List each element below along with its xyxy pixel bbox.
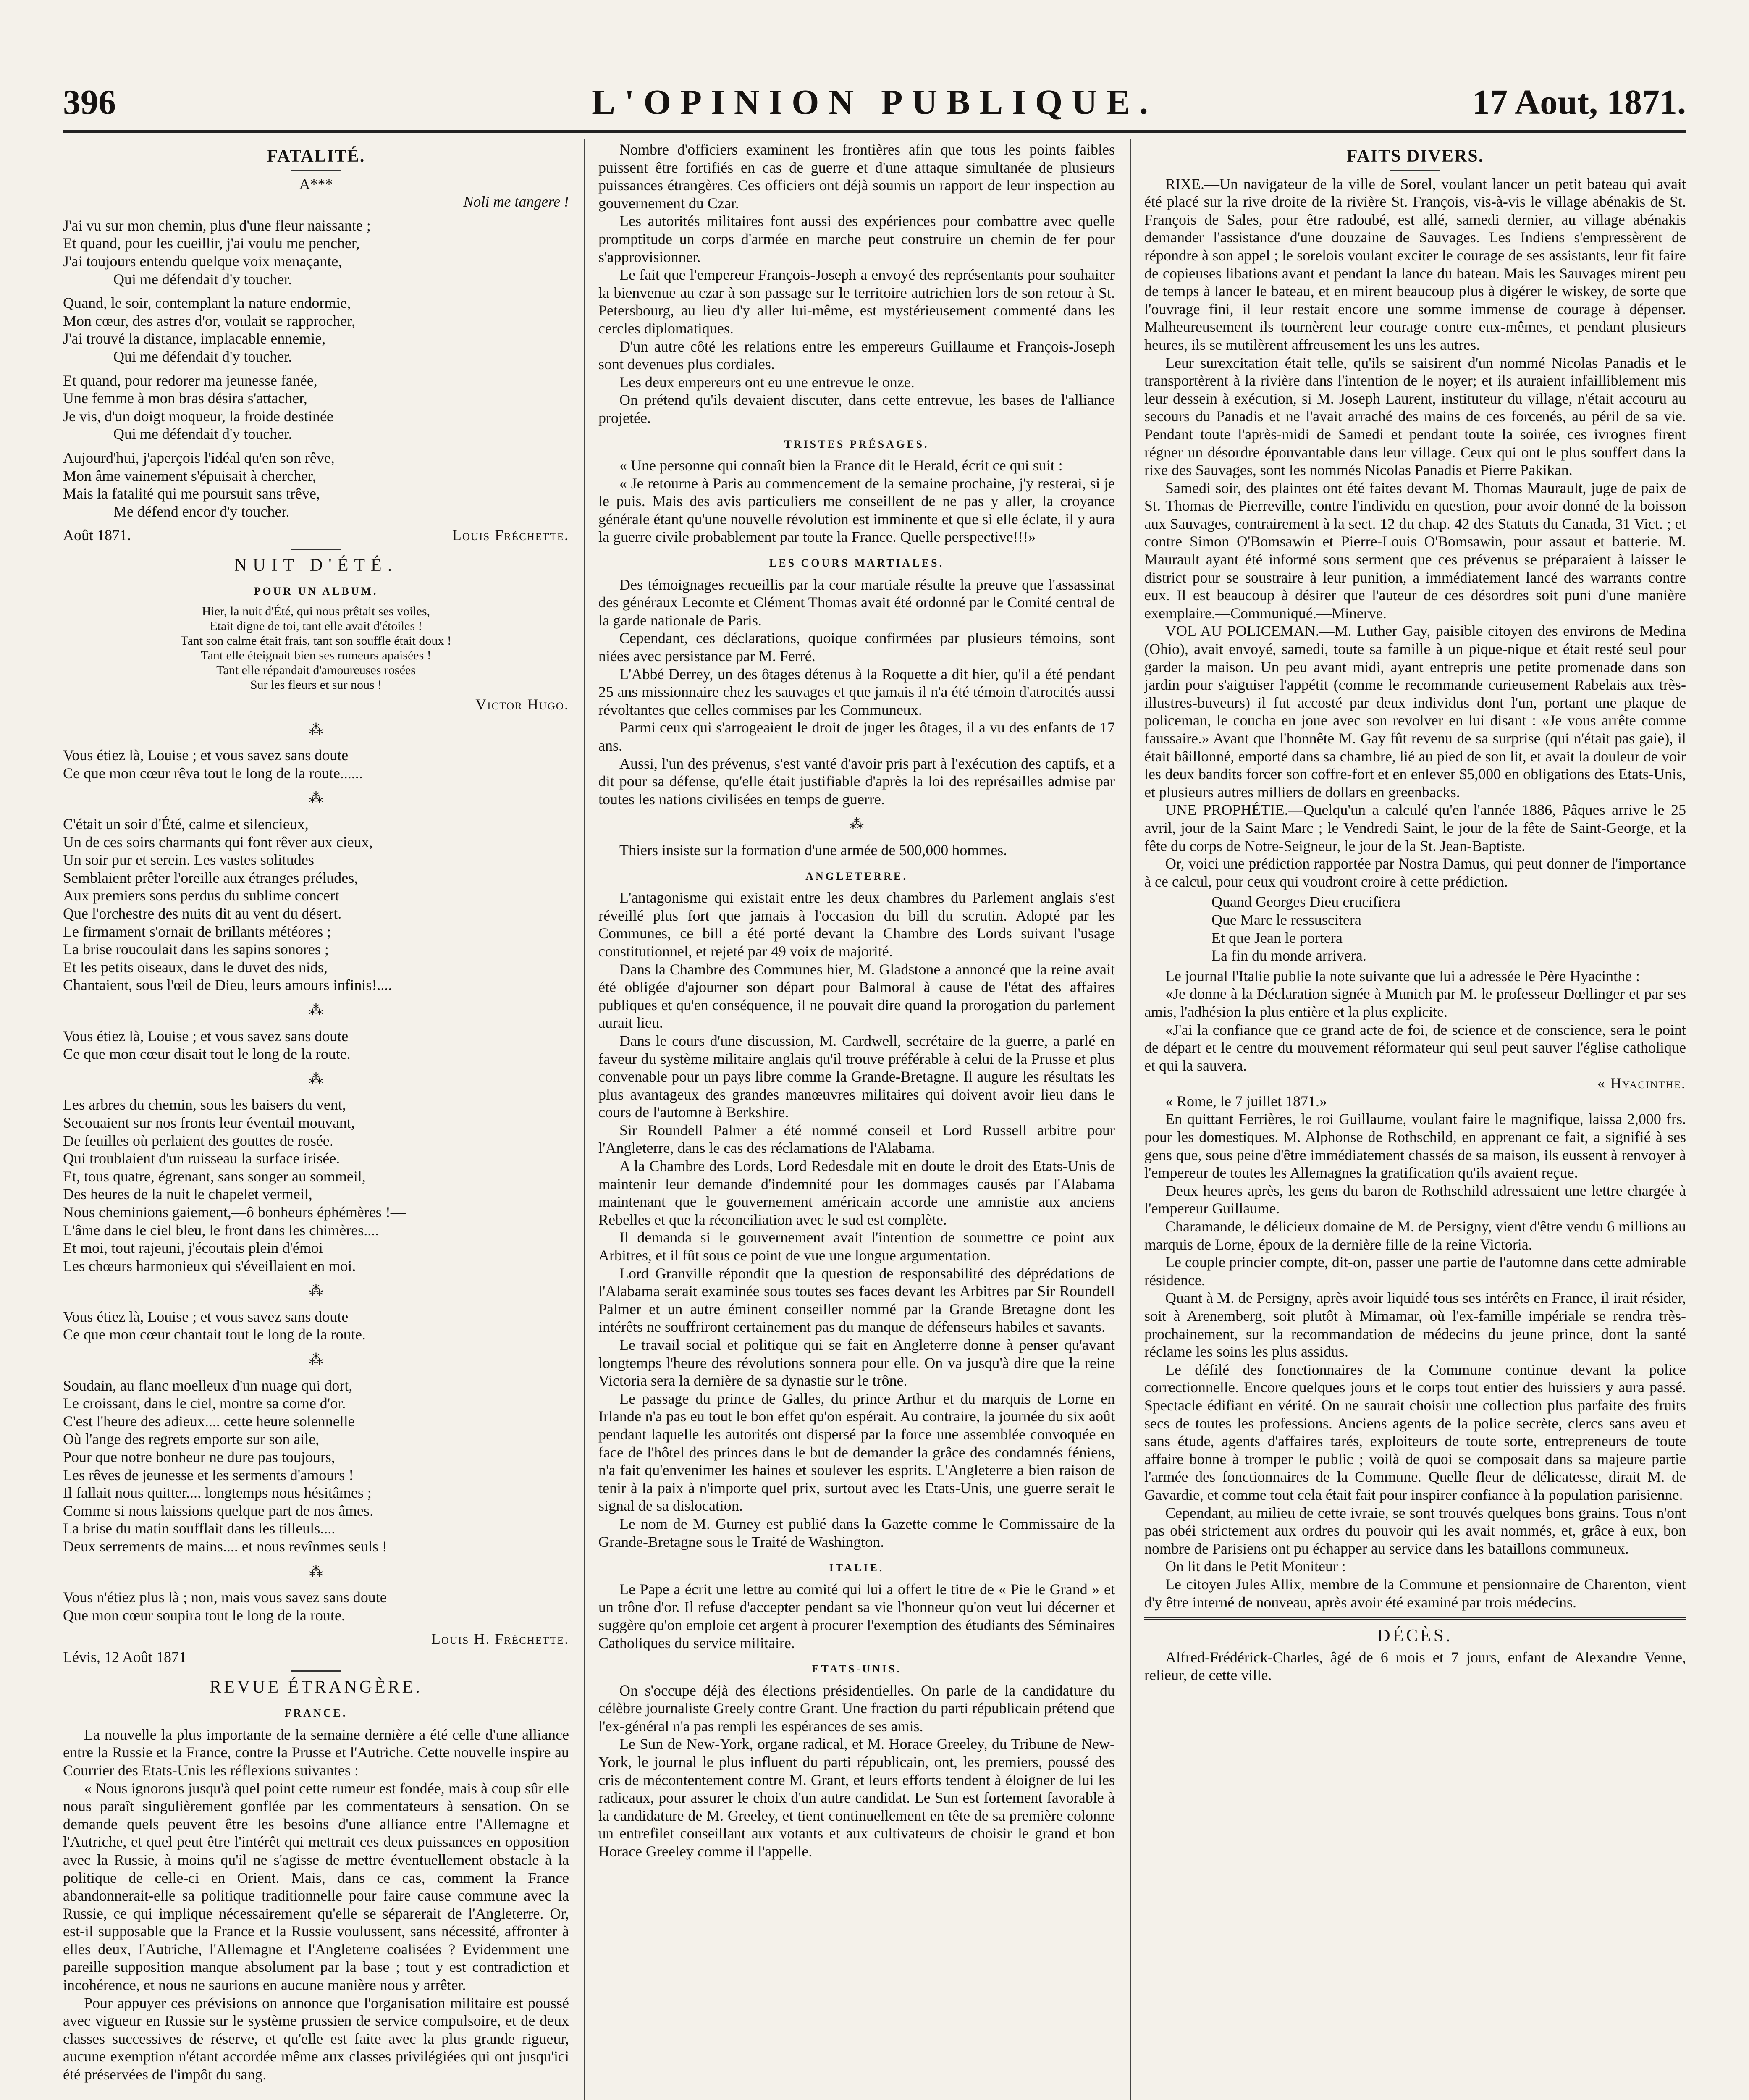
verse-line: Il fallait nous quitter.... longtemps nous hésitâmes ;	[63, 1484, 372, 1502]
verse-line: De feuilles où perlaient des gouttes de rosée.	[63, 1132, 333, 1149]
verse-line: Ce que mon cœur disait tout le long de la route.	[63, 1045, 351, 1063]
page-number: 396	[63, 83, 116, 122]
article-body	[1144, 967, 1686, 1075]
paragraph: Les autorités militaires font aussi des expériences pour combattre avec quelle promptitude un corps d'armée en marche peut construire un chemin de fer pour s'approvisionner.	[598, 213, 1115, 265]
verse-line: Vous étiez là, Louise ; et vous savez sans doute	[63, 1308, 349, 1325]
paragraph: Il demanda si le gouvernement avait l'intention de soumettre ce point aux Arbitres, et il fût sous ce point de vue une longue argumentation.	[598, 1229, 1115, 1264]
news-item	[1144, 479, 1686, 622]
news-item-text: Or, voici une prédiction rapportée par Nostra Damus, qui peut donner de l'importance à ce calcul, pour ceux qui voudront croire à cette prédiction.	[1144, 855, 1686, 890]
masthead-rule	[63, 130, 1686, 133]
section-subheading: FRANCE.	[284, 1707, 348, 1719]
article-body	[598, 576, 1115, 808]
paragraph: Le travail social et politique qui se fait en Angleterre donne à penser qu'avant longtemps l'heure des révolutions sonnera pour elle. On va jusqu'à dire que la reine Victoria sera la dernière de sa dynastie sur le trône.	[598, 1336, 1115, 1389]
paragraph: Thiers insiste sur la formation d'une armée de 500,000 hommes.	[619, 841, 1007, 858]
paragraph: Le journal l'Italie publie la note suivante que lui a adressée le Père Hyacinthe :	[1165, 967, 1640, 984]
article-body	[598, 1580, 1115, 1652]
verse-line: Deux serrements de mains.... et nous revînmes seuls !	[63, 1538, 387, 1555]
stanza	[63, 746, 569, 782]
verse-line: Mon âme vainement s'épuisait à chercher,	[63, 467, 316, 484]
section-ornament: ⁂	[309, 1002, 323, 1018]
letter-date: « Rome, le 7 juillet 1871.»	[1165, 1092, 1327, 1110]
paragraph: « Nous ignorons jusqu'à quel point cette rumeur est fondée, mais à coup sûr elle nous paraît singulièrement gonflée par les commentateurs à sensation. On se demande quels peuvent être les besoins d'une alliance entre l'Allemagne et l'Autriche, et quel peut être l'intérêt qui mettrait ces deux puissances en opposition avec la Russie, à moins qu'il ne s'agisse de mettre éventuellement obstacle à la politique de celle-ci en Orient. Mais, dans ce cas, comment la France abandonnerait-elle sa politique traditionnelle pour faire cause commune avec la Russie, ce qui implique nécessairement qu'elle se séparerait de l'Angleterre. Or, est-il supposable que la France et la Russie voulussent, sans nécessité, affronter à elles deux, l'Autriche, l'Allemagne et l'Angleterre coalisées ? Evidemment une pareille supposition manque absolument par la base ; tout y est contradiction et incohérence, et nous ne saurions en aucune manière nous y arrêter.	[63, 1780, 569, 1994]
verse-line: Que l'orchestre des nuits dit au vent du désert.	[63, 905, 342, 922]
column-2	[598, 141, 1115, 2100]
paragraph: Les deux empereurs ont eu une entrevue le onze.	[619, 373, 915, 391]
paragraph: Des témoignages recueillis par la cour martiale résulte la preuve que l'assassinat des généraux Lecomte et Clément Thomas avait été ordonné par le Comité central de la garde nationale de Paris.	[598, 576, 1115, 629]
news-item-lead: RIXE.—	[1165, 175, 1219, 192]
column-1	[63, 141, 569, 2100]
news-item	[1144, 354, 1686, 479]
stanza	[63, 449, 569, 520]
news-item-text: M. Luther Gay, paisible citoyen des environs de Medina (Ohio), avait envoyé, samedi, toute sa famille à un pique-nique et était resté seul pour garder la maison. Un peu avant midi, ayant entrepris une petite promenade dans son jardin pour s'aiguiser l'appétit (comme le recommande curieusement Rabelais aux très-illustres-buveurs) il fut accosté par deux individus dont l'un, portant une plaque de policeman, le coucha en joue avec son revolver en lui disant : «Je vous arrête comme faussaire.» Avant que l'honnête M. Gay fût revenu de sa surprise (qui n'était pas gaie), il était bâillonné, emporté dans sa chambre, lié au pied de son lit, et avait la douleur de voir les deux bandits forcer son coffre-fort et en enlever $5,000 en obligations des Etats-Unis, et plusieurs autres milliers de dollars en greenbacks.	[1144, 622, 1686, 801]
verse-line: Que Marc le ressuscitera	[1211, 911, 1361, 928]
verse-line: Secouaient sur nos fronts leur éventail mouvant,	[63, 1114, 355, 1131]
verse-line: La brise du matin soufflait dans les tilleuls....	[63, 1520, 336, 1537]
paragraph: L'antagonisme qui existait entre les deux chambres du Parlement anglais s'est réveillé plus fort que jamais à l'occasion du bill du scrutin. Adopté par les Communes, ce bill a été porté devant la Chambre des Lords suivant l'usage constitutionnel, et rejeté par 49 voix de majorité.	[598, 889, 1115, 960]
stanza	[63, 1096, 569, 1275]
prophecy-verse	[1144, 893, 1686, 964]
verse-line: Un soir pur et serein. Les vastes solitudes	[63, 851, 314, 869]
article-body	[1144, 1110, 1686, 1611]
divider	[291, 549, 341, 550]
paragraph: Le nom de M. Gurney est publié dans la Gazette comme le Commissaire de la Grande-Bretagne sous le Traité de Washington.	[598, 1515, 1115, 1550]
verse-line: Soudain, au flanc moelleux d'un nuage qui dort,	[63, 1377, 353, 1394]
paragraph: Aussi, l'un des prévenus, s'est vanté d'avoir pris part à l'exécution des captifs, et a dit pour sa défense, qu'elle était justifiable d'après la loi des représailles admise par toutes les nations civilisées en temps de guerre.	[598, 755, 1115, 808]
poem-epigraph	[63, 604, 569, 692]
article-body	[63, 1726, 569, 2084]
paragraph: Dans la Chambre des Communes hier, M. Gladstone a annoncé que la reine avait été obligée d'ajourner son départ pour Balmoral à cause de l'état des affaires publiques et qu'en conséquence, il ne pouvait dire quand la prorogation du parlement aurait lieu.	[598, 961, 1115, 1032]
poem-dedication: A***	[299, 175, 333, 192]
stanza	[63, 294, 569, 365]
paragraph: Alfred-Frédérick-Charles, âgé de 6 mois et 7 jours, enfant de Alexandre Venne, relieur, de cette ville.	[1144, 1648, 1686, 1684]
stanza	[63, 217, 569, 288]
section-subheading: ETATS-UNIS.	[812, 1663, 902, 1675]
article-body	[598, 457, 1115, 546]
news-item-text: Samedi soir, des plaintes ont été faites devant M. Thomas Maurault, juge de paix de St. Thomas de Pierreville, contre l'individu en question, pour avoir donné de la boisson aux Sauvages, contrairement à la sect. 12 du chap. 42 des Statuts du Canada, 31 Vict. ; et contre Simon O'Bomsawin et Pierre-Louis O'Bomsawin, pour assaut et batterie. M. Maurault ayant été informé sous serment que ces prévenus se préparaient à laisser le district pour se soustraire à leur punition, a immédiatement lancé des warrants contre eux. Il est beaucoup à désirer que l'auteur de ces désordres soit puni d'une manière exemplaire.—Communiqué.—Minerve.	[1144, 479, 1686, 622]
verse-line: Je vis, d'un doigt moqueur, la froide destinée	[63, 407, 333, 425]
paragraph: Lord Granville répondit que la question de responsabilité des déprédations de l'Alabama serait examinée sous toutes ses faces devant les Arbitres par Sir Roundell Palmer et un autre éminent conseiller nommé par la Grande Bretagne dont les intérêts ne souffriront certainement pas du manque de défenseurs habiles et savants.	[598, 1265, 1115, 1336]
issue-date: 17 Aout, 1871.	[1472, 83, 1686, 122]
column-rule	[1130, 139, 1131, 2100]
divider	[1390, 170, 1440, 171]
poem-footer	[63, 526, 569, 544]
verse-line: Mais la fatalité qui me poursuit sans trêve,	[63, 485, 320, 502]
section-ornament: ⁂	[309, 790, 323, 806]
paragraph: La nouvelle la plus importante de la semaine dernière a été celle d'une alliance entre la Russie et la France, contre la Prusse et l'Autriche. Cette nouvelle inspire au Courrier des Etats-Unis les réflexions suivantes :	[63, 1726, 569, 1779]
section-ornament: ⁂	[309, 1071, 323, 1087]
letter-signature: « Hyacinthe.	[1597, 1075, 1686, 1092]
verse-line: Un de ces soirs charmants qui font rêver aux cieux,	[63, 833, 373, 850]
epigraph-line: Sur les fleurs et sur nous !	[250, 678, 382, 692]
verse-line: Et moi, tout rajeuni, j'écoutais plein d'émoi	[63, 1239, 323, 1257]
verse-line: Qui me défendait d'y toucher.	[113, 270, 292, 288]
verse-line: Que mon cœur soupira tout le long de la route.	[63, 1606, 345, 1624]
article-body	[1144, 175, 1686, 891]
poem-title: FATALITÉ.	[267, 147, 365, 166]
verse-line: Semblaient prêter l'oreille aux étranges préludes,	[63, 869, 358, 886]
news-item	[1144, 801, 1686, 855]
verse-line: Les arbres du chemin, sous les baisers du vent,	[63, 1096, 346, 1113]
news-item-lead: VOL AU POLICEMAN.—	[1165, 622, 1335, 640]
verse-line: Nous cheminions gaiement,—ô bonheurs éphémères !—	[63, 1203, 406, 1221]
paragraph: Quant à M. de Persigny, après avoir liquidé tous ses intérêts en France, il irait résider, soit à Arenemberg, soit plutôt à Mimamar, où l'ex-famille impériale se rendra très-prochainement, sur la recommandation de médecins du jeune prince, dont la santé réclame les soins les plus assidus.	[1144, 1289, 1686, 1360]
poem-author: Louis Fréchette.	[452, 527, 569, 544]
paragraph: Charamande, le délicieux domaine de M. de Persigny, vient d'être vendu 6 millions au marquis de Lorne, époux de la dernière fille de la reine Victoria.	[1144, 1218, 1686, 1253]
poem-author: Louis H. Fréchette.	[431, 1630, 569, 1648]
section-subheading: ITALIE.	[829, 1562, 884, 1574]
verse-line: Le croissant, dans le ciel, montre sa corne d'or.	[63, 1395, 346, 1412]
verse-line: Qui troublaient d'un ruisseau la surface irisée.	[63, 1150, 340, 1167]
verse-line: Des heures de la nuit le chapelet vermeil,	[63, 1186, 312, 1203]
verse-line: Chantaient, sous l'œil de Dieu, leurs amours infinis!....	[63, 976, 392, 994]
poem-date: Août 1871.	[63, 527, 131, 544]
paragraph: Le fait que l'empereur François-Joseph a envoyé des représentants pour souhaiter la bienvenue au czar à son passage sur le territoire autrichien lors de son retour à St. Petersbourg, au lieu d'y aller lui-même, est mystérieusement commenté dans les cercles diplomatiques.	[598, 266, 1115, 337]
verse-line: Me défend encor d'y toucher.	[113, 503, 290, 520]
verse-line: La fin du monde arrivera.	[1211, 947, 1366, 964]
stanza	[63, 815, 569, 994]
paragraph: Le citoyen Jules Allix, membre de la Commune et pensionnaire de Charenton, vient d'y être interné de nouveau, après avoir été examiné par trois médecins.	[1144, 1575, 1686, 1611]
verse-line: Et, tous quatre, égrenant, sans songer au sommeil,	[63, 1168, 366, 1185]
verse-line: Qui me défendait d'y toucher.	[113, 425, 292, 443]
verse-line: Les chœurs harmonieux qui s'éveillaient en moi.	[63, 1257, 356, 1274]
poem-epigraph: Noli me tangere !	[463, 193, 569, 210]
stanza	[63, 1308, 569, 1344]
verse-line: La brise roucoulait dans les sapins sonores ;	[63, 941, 329, 958]
poem-place-date: Lévis, 12 Août 1871	[63, 1648, 186, 1665]
verse-line: Les rêves de jeunesse et les serments d'amours !	[63, 1466, 354, 1483]
section-ornament: ⁂	[309, 722, 323, 738]
section-subheading: LES COURS MARTIALES.	[769, 557, 944, 570]
section-title: DÉCÈS.	[1377, 1626, 1453, 1646]
paragraph: Nombre d'officiers examinent les frontières afin que tous les points faibles puissent être fortifiés en cas de guerre et d'une attaque simultanée de plusieurs puissances étrangères. Ces officiers ont déjà soumis un rapport de leur inspection au gouvernement du Czar.	[598, 141, 1115, 212]
stanza	[63, 1027, 569, 1063]
paragraph: On prétend qu'ils devaient discuter, dans cette entrevue, les bases de l'alliance projetée.	[598, 391, 1115, 426]
divider	[291, 1670, 341, 1672]
divider	[1144, 1617, 1686, 1620]
paragraph: Le Sun de New-York, organe radical, et M. Horace Greeley, du Tribune de New-York, le journal le plus influent du parti républicain, ont, les premiers, poussé des cris de mécontentement contre M. Grant, et leurs efforts tendent à éloigner de lui les radicaux, pour assurer le choix d'un autre candidat. Le Sun est fortement favorable à la candidature de M. Greeley, et tient continuellement en tête de sa première colonne un entrefilet conseillant aux votants et aux cultivateurs de choisir le grand et bon Horace Greeley comme il l'appelle.	[598, 1735, 1115, 1860]
news-item	[1144, 622, 1686, 801]
verse-line: Vous étiez là, Louise ; et vous savez sans doute	[63, 747, 349, 764]
paragraph: A la Chambre des Lords, Lord Redesdale mit en doute le droit des Etats-Unis de maintenir leur demande d'indemnité pour les dommages causés par l'Alabama maintenant que le gouvernement américain accorde une amnistie aux anciens Rebelles et que la réconciliation avec le sud est complète.	[598, 1158, 1115, 1228]
verse-line: Pour que notre bonheur ne dure pas toujours,	[63, 1449, 335, 1466]
verse-line: Ce que mon cœur rêva tout le long de la route......	[63, 764, 363, 782]
paragraph: Le défilé des fonctionnaires de la Commune continue devant la police correctionnelle. Encore quelques jours et le corps tout entier des huissiers y aura passé. Spectacle édifiant en vérité. On ne saurait choisir une collection plus parfaite des fruits secs de toutes les professions. Anciens agents de la police secrète, clercs sans aveu et sans étude, agents d'affaires tarés, exploiteurs de toute sorte, entrepreneurs de toute affaire bonne à tromper le public ; voilà de quoi se composait dans sa majeure partie l'armée des fonctionnaires de la Commune. Quelle fleur de délicatesse, dirait M. de Gavardie, et comme tout cela était fait pour inspirer confiance à la population parisienne.	[1144, 1361, 1686, 1503]
verse-line: Une femme à mon bras désira s'attacher,	[63, 390, 307, 407]
paragraph: « Je retourne à Paris au commencement de la semaine prochaine, j'y resterai, si je le puis. Mais des avis particuliers me conseillent de ne pas y aller, la croyance générale étant qu'une nouvelle révolution est imminente et que si elle éclate, il y aura la guerre civile probablement par toute la France. Quelle perspective!!!»	[598, 475, 1115, 546]
epigraph-line: Tant son calme était frais, tant son souffle était doux !	[181, 634, 451, 648]
paragraph: Deux heures après, les gens du baron de Rothschild adressaient une lettre chargée à l'empereur Guillaume.	[1144, 1182, 1686, 1217]
verse-line: J'ai toujours entendu quelque voix menaçante,	[63, 252, 342, 270]
verse-line: Comme si nous laissions quelque part de nos âmes.	[63, 1502, 373, 1519]
paragraph: « Une personne qui connaît bien la France dit le Herald, écrit ce qui suit :	[619, 457, 1063, 474]
paragraph: Le passage du prince de Galles, du prince Arthur et du marquis de Lorne en Irlande n'a pas eu tout le bon effet qu'on espérait. Au contraire, la journée du six août pendant laquelle les autorités ont dispersé par la force une assemblée convoquée en face de l'hôtel des princes dans le but de demander la grâce des condamnés féniens, n'a fait qu'envenimer les haines et soulever les esprits. L'Angleterre a bien raison de tenir à la paix à n'importe quel prix, surtout avec les Etats-Unis, une guerre serait le signal de sa dislocation.	[598, 1390, 1115, 1515]
verse-line: Quand Georges Dieu crucifiera	[1211, 893, 1401, 911]
section-ornament: ⁂	[309, 1283, 323, 1299]
news-item	[1144, 855, 1686, 890]
article-body	[598, 1682, 1115, 1861]
paragraph: Cependant, ces déclarations, quoique confirmées par plusieurs témoins, sont niées avec persistance par M. Ferré.	[598, 630, 1115, 665]
paragraph: L'Abbé Derrey, un des ôtages détenus à la Roquette a dit hier, qu'il a été pendant 25 ans missionnaire chez les sauvages et que jamais il n'a été témoin d'atrocités aussi révoltantes que celles commises par les Communeux.	[598, 665, 1115, 718]
paragraph: Le couple princier compte, dit-on, passer une partie de l'automne dans cette admirable résidence.	[1144, 1254, 1686, 1289]
paragraph: En quittant Ferrières, le roi Guillaume, voulant faire le magnifique, laissa 2,000 frs. pour les domestiques. M. Alphonse de Rothschild, en apprenant ce fait, a signifié à ses gens que, sous peine d'être immédiatement chassés de sa maison, ils eussent à renvoyer à l'empereur de toutes les Allemagnes la gratification qu'ils avaient reçue.	[1144, 1110, 1686, 1181]
paragraph: «J'ai la confiance que ce grand acte de foi, de science et de conscience, sera le point de départ et le centre du mouvement réformateur qui seul peut sauver l'église catholique et qui la sauvera.	[1144, 1021, 1686, 1074]
epigraph-line: Etait digne de toi, tant elle avait d'étoiles !	[210, 619, 422, 633]
poem-subtitle: POUR UN ALBUM.	[254, 585, 378, 598]
column-rule	[584, 139, 585, 2100]
column-3	[1144, 141, 1686, 2100]
stanza	[63, 1377, 569, 1556]
paragraph: «Je donne à la Déclaration signée à Munich par M. le professeur Dœllinger et par ses amis, l'adhésion la plus entière et la plus explicite.	[1144, 985, 1686, 1020]
paragraph: Parmi ceux qui s'arrogeaient le droit de juger les ôtages, il a vu des enfants de 17 ans.	[598, 719, 1115, 754]
paragraph: Sir Roundell Palmer a été nommé conseil et Lord Russell arbitre pour l'Angleterre, dans le cas des réclamations de l'Alabama.	[598, 1121, 1115, 1157]
verse-line: Qui me défendait d'y toucher.	[113, 348, 292, 365]
section-subheading: TRISTES PRÉSAGES.	[784, 438, 929, 450]
news-item-text: Quelqu'un a calculé qu'en l'année 1886, Pâques arrive le 25 avril, jour de la Saint Marc ; le Vendredi Saint, le jour de la fête de Saint-George, et la fête du corps de Notre-Seigneur, le jour de la St. Jean-Baptiste.	[1144, 801, 1686, 854]
section-title: REVUE ÉTRANGÈRE.	[210, 1677, 422, 1697]
news-item-text: Leur surexcitation était telle, qu'ils se saisirent d'un nommé Nicolas Panadis et le transportèrent à la rivière dans l'intention de le noyer; et ils auraient infailliblement mis leur dessein à exécution, si M. Joseph Laurent, instituteur du village, n'était accouru au secours du Panadis et ne l'avait arraché des mains de ces forcenés, au péril de sa vie. Pendant toute l'après-midi de Samedi et pendant toute la soirée, ces ivrognes firent régner un désordre épouvantable dans leur village. Ceux qui ont le plus souffert dans la rixe des Sauvages, sont les nommés Nicolas Panadis et Pierre Pakikan.	[1144, 354, 1686, 479]
verse-line: Le firmament s'ornait de brillants météores ;	[63, 923, 331, 940]
section-title: FAITS DIVERS.	[1346, 147, 1484, 166]
paragraph: On s'occupe déjà des élections présidentielles. On parle de la candidature du célèbre journaliste Greely contre Grant. Une fraction du parti républicain prétend que l'ex-général n'a pas rempli les espérances de ses amis.	[598, 1682, 1115, 1735]
news-item-text: Un navigateur de la ville de Sorel, voulant lancer un petit bateau qui avait été placé sur la rive droite de la rivière St. François, vis-à-vis le village abénakis de St. François de Sales, pour être radoubé, est allé, samedi dernier, au village abénakis demander l'assistance d'une douzaine de Sauvages. Les Indiens s'empressèrent de répondre à son appel ; le sorelois voulant exciter le courage de ses assistants, leur fit faire de copieuses libations avant et pendant la lance du bateau. Mais les Sauvages mirent peu de temps à lancer le bateau, et en mirent beaucoup plus à digérer le wiskey, de sorte que l'ouvrage fini, il leur restait encore une somme immense de courage à dépenser. Malheureusement ils tournèrent leur courage contre eux-mêmes, et pendant plusieurs heures, ils se mutilèrent affreusement les uns les autres.	[1144, 175, 1686, 353]
masthead	[63, 82, 1686, 128]
divider	[291, 170, 341, 171]
epigraph-line: Hier, la nuit d'Été, qui nous prêtait ses voiles,	[202, 604, 430, 619]
verse-line: L'âme dans le ciel bleu, le front dans les chimères....	[63, 1221, 379, 1239]
epigraph-line: Tant elle répandait d'amoureuses rosées	[216, 663, 416, 677]
paragraph: D'un autre côté les relations entre les empereurs Guillaume et François-Joseph sont devenues plus cordiales.	[598, 338, 1115, 373]
verse-line: Et que Jean le portera	[1211, 929, 1343, 946]
verse-line: Et quand, pour redorer ma jeunesse fanée,	[63, 372, 317, 389]
poem-title: NUIT D'ÉTÉ.	[234, 555, 398, 575]
epigraph-author: Victor Hugo.	[475, 696, 569, 713]
verse-line: Et les petits oiseaux, dans le duvet des nids,	[63, 958, 328, 976]
news-item	[1144, 175, 1686, 354]
epigraph-line: Tant elle éteignait bien ses rumeurs apaisées !	[201, 648, 431, 663]
paragraph: Cependant, au milieu de cette ivraie, se sont trouvés quelques bons grains. Tous n'ont pas obéi strictement aux ordres du pouvoir qui les avait nommés, et, grâce à eux, bon nombre de Parisiens ont pu échapper au service dans les bataillons communeux.	[1144, 1504, 1686, 1557]
news-item-lead: UNE PROPHÉTIE.—	[1165, 801, 1303, 819]
verse-line: Vous n'étiez plus là ; non, mais vous savez sans doute	[63, 1589, 387, 1606]
section-ornament: ⁂	[309, 1352, 323, 1368]
section-subheading: ANGLETERRE.	[805, 870, 908, 882]
poem-stanzas	[63, 721, 569, 1625]
poem-stanzas	[63, 217, 569, 521]
verse-line: Vous étiez là, Louise ; et vous savez sans doute	[63, 1027, 349, 1045]
verse-line: Aux premiers sons perdus du sublime concert	[63, 887, 339, 904]
section-ornament: ⁂	[850, 816, 864, 832]
paragraph: Pour appuyer ces prévisions on annonce que l'organisation militaire est poussé avec vigueur en Russie sur le système prussien de service compulsoire, et de deux classes successives de réserve, et qu'elle est faite avec la plus grande rigueur, aucune exemption n'étant accordée même aux classes privilégiées qui ont jusqu'ici été préservées de l'impôt du sang.	[63, 1994, 569, 2083]
paragraph: On lit dans le Petit Moniteur :	[1165, 1558, 1346, 1575]
stanza	[63, 372, 569, 443]
paragraph: Le Pape a écrit une lettre au comité qui lui a offert le titre de « Pie le Grand » et un trône d'or. Il refuse d'accepter pendant sa vie l'honneur qu'on veut lui décerner et suggère qu'on emploie cet argent à procurer l'exemption des étudiants des Séminaires Catholiques du service militaire.	[598, 1580, 1115, 1651]
verse-line: Et quand, pour les cueillir, j'ai voulu me pencher,	[63, 235, 360, 252]
verse-line: J'ai vu sur mon chemin, plus d'une fleur naissante ;	[63, 217, 371, 234]
verse-line: C'est l'heure des adieux.... cette heure solennelle	[63, 1412, 355, 1430]
verse-line: Quand, le soir, contemplant la nature endormie,	[63, 294, 351, 312]
paragraph: Dans le cours d'une discussion, M. Cardwell, secrétaire de la guerre, a parlé en faveur du système militaire anglais qu'il trouve préférable à celui de la Prusse et plus convenable pour un pays libre comme la Grande-Bretagne. Il augure les résultats les plus avantageux des grandes manœuvres militaires qui doivent avoir lieu dans le cours de l'automne à Berkshire.	[598, 1032, 1115, 1121]
publication-title: L'OPINION PUBLIQUE.	[592, 83, 1157, 122]
verse-line: Mon cœur, des astres d'or, voulait se rapprocher,	[63, 312, 355, 329]
verse-line: J'ai trouvé la distance, implacable ennemie,	[63, 330, 326, 347]
verse-line: C'était un soir d'Été, calme et silencieux,	[63, 816, 309, 833]
article-body	[598, 141, 1115, 427]
stanza	[63, 1588, 569, 1624]
verse-line: Où l'ange des regrets emporte sur son aile,	[63, 1431, 320, 1448]
verse-line: Aujourd'hui, j'aperçois l'idéal qu'en son rêve,	[63, 449, 335, 466]
section-ornament: ⁂	[309, 1564, 323, 1580]
verse-line: Ce que mon cœur chantait tout le long de la route.	[63, 1326, 366, 1343]
article-body	[598, 889, 1115, 1551]
